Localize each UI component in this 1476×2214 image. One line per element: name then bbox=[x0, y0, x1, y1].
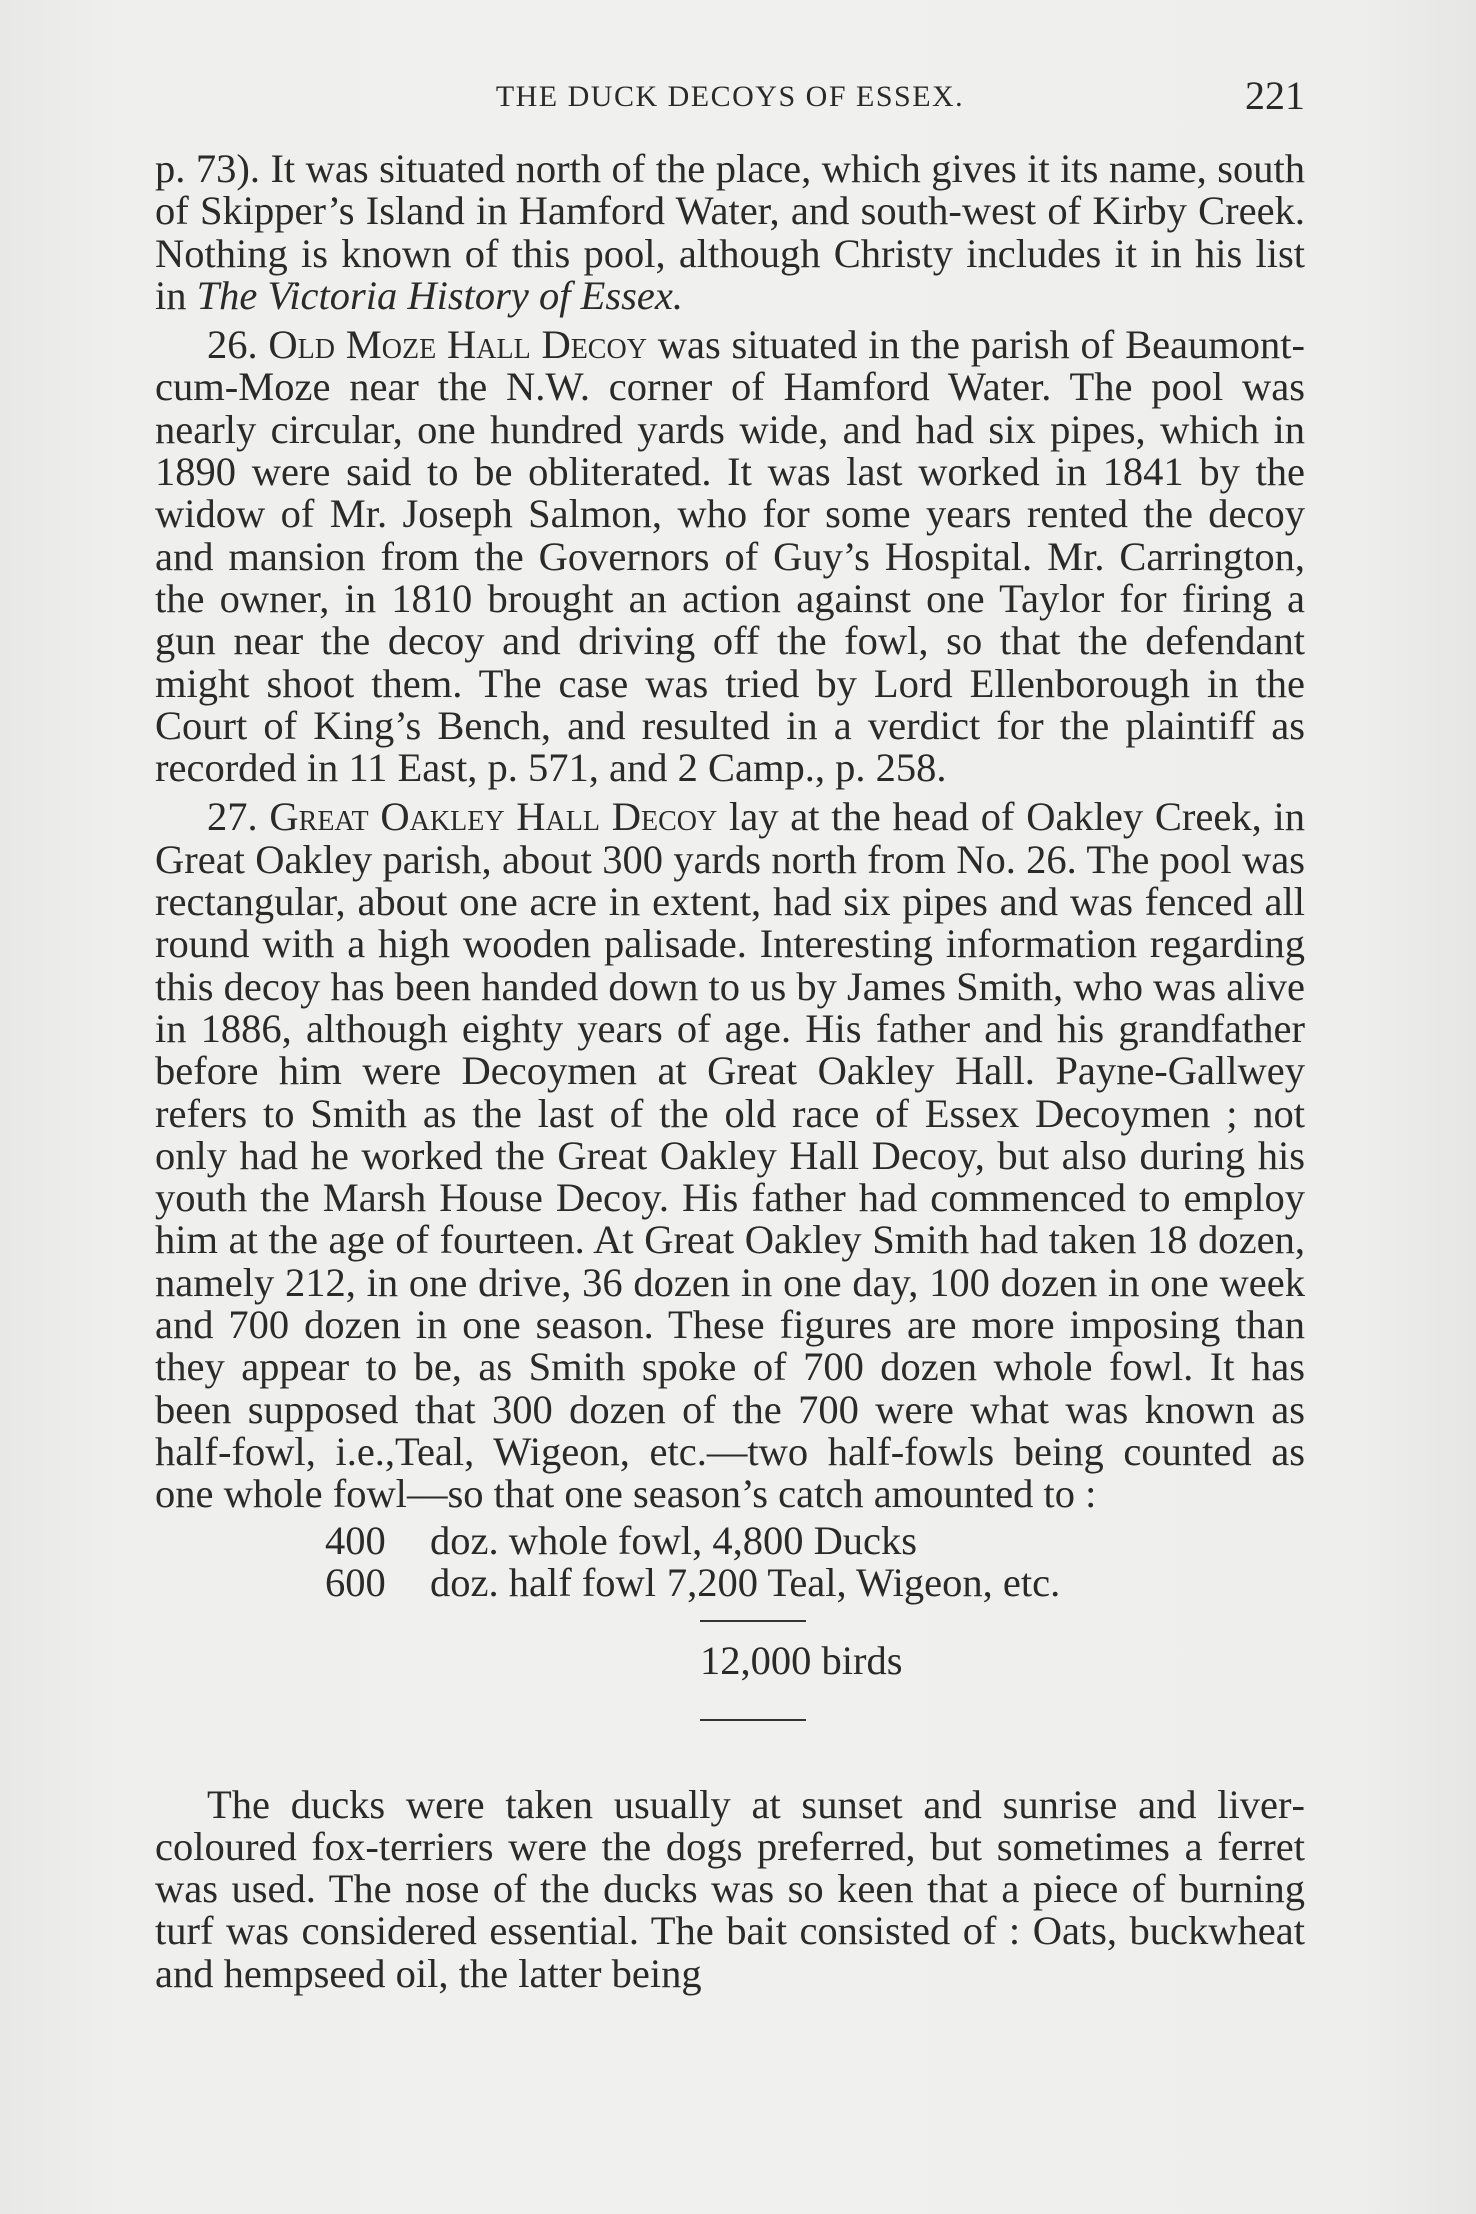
paragraph-text: lay at the head of Oakley Creek, in Great Oakley parish, about 300 yards north from No. 26. The pool was rectangular, about one acre in extent, had six pipes and was fenced all round with a high wooden palisade. Interesting information regarding this decoy has been handed down to us by James Smith, who was alive in 1886, although eighty years of age. His father and his grandfather before him were Decoymen at Great Oakley Hall. Payne-Gallwey refers to Smith as the last of the old race of Essex Decoymen ; not only had he worked the Great Oakley Hall Decoy, but also during his youth the Marsh House Decoy. His father had commenced to employ him at the age of fourteen. At Great Oakley Smith had taken 18 dozen, namely 212, in one drive, 36 dozen in one day, 100 dozen in one week and 700 dozen in one season. These figures are more imposing than they appear to be, as Smith spoke of 700 dozen whole fowl. It has been supposed that 300 dozen of the 700 were what was known as half-fowl, i.e.,Teal, Wigeon, etc.—two half-fowls being counted as one whole fowl—so that one season’s catch amounted to : bbox=[155, 794, 1306, 1517]
paragraph-catching-method bbox=[155, 1781, 1305, 1996]
tally-kind: Teal, Wigeon, etc. bbox=[767, 1559, 1061, 1605]
paragraph-text: was situated in the parish of Beaumont-cum-Moze near the N.W. corner of Hamford Water. The pool was nearly circular, one hundred yards wide, and had six pipes, which in 1890 were said to be obliterated. It was last worked in 1841 by the widow of Mr. Joseph Salmon, who for some years rented the decoy and mansion from the Governors of Guy’s Hospital. Mr. Carrington, the owner, in 1810 brought an action against one Taylor for firing a gun near the decoy and driving off the fowl, so that the defendant might shoot them. The case was tried by Lord Ellenborough in the Court of King’s Bench, and resulted in a verdict for the plaintiff as recorded in 11 East, p. 571, and 2 Camp., p. 258. bbox=[155, 322, 1306, 791]
catch-tally bbox=[155, 1517, 1305, 1766]
tally-description: doz. whole fowl, 4,800 Ducks bbox=[430, 1517, 918, 1563]
paragraph-text: The ducks were taken usually at sunset and sunrise and livercoloured fox-terriers were the dogs preferred, but sometimes a ferret was used. The nose of the ducks was so keen that a piece of burning turf was considered essential. The bait consisted of : Oats, buckwheat and hempseed oil, the latter being bbox=[155, 1781, 1305, 1996]
book-title: The Victoria History of Essex. bbox=[196, 272, 683, 318]
tally-total: 12,000 birds bbox=[700, 1637, 903, 1683]
sum-rule-bottom bbox=[700, 1719, 806, 1721]
tally-row-whole-fowl bbox=[325, 1517, 918, 1563]
entry-number: 26. bbox=[207, 322, 258, 368]
tally-description: doz. half fowl bbox=[430, 1559, 657, 1605]
paragraph-great-oakley-hall bbox=[155, 796, 1305, 1515]
sum-rule-top bbox=[700, 1620, 806, 1622]
page-number: 221 bbox=[1245, 73, 1305, 118]
paragraph-old-moze-hall bbox=[155, 324, 1305, 789]
page-header bbox=[155, 68, 1305, 128]
entry-number: 27. bbox=[207, 794, 258, 840]
tally-quantity: 400 bbox=[325, 1517, 386, 1563]
tally-row-half-fowl bbox=[325, 1559, 1061, 1605]
body-text bbox=[155, 148, 1305, 1995]
entry-title: Great Oakley Hall Decoy bbox=[269, 794, 718, 840]
tally-quantity: 600 bbox=[325, 1559, 386, 1605]
paragraph-text: p. 73). It was situated north of the place, which gives it its name, south of Skipper’s Island in Hamford Water, and south-west of Kirby Creek. Nothing is known of this pool, although Christy includes it in his list in bbox=[155, 146, 1305, 318]
running-title: THE DUCK DECOYS OF ESSEX. bbox=[495, 80, 965, 113]
paragraph-continuation bbox=[155, 148, 1305, 317]
tally-count: 7,200 bbox=[666, 1559, 758, 1605]
entry-title: Old Moze Hall Decoy bbox=[268, 322, 647, 368]
